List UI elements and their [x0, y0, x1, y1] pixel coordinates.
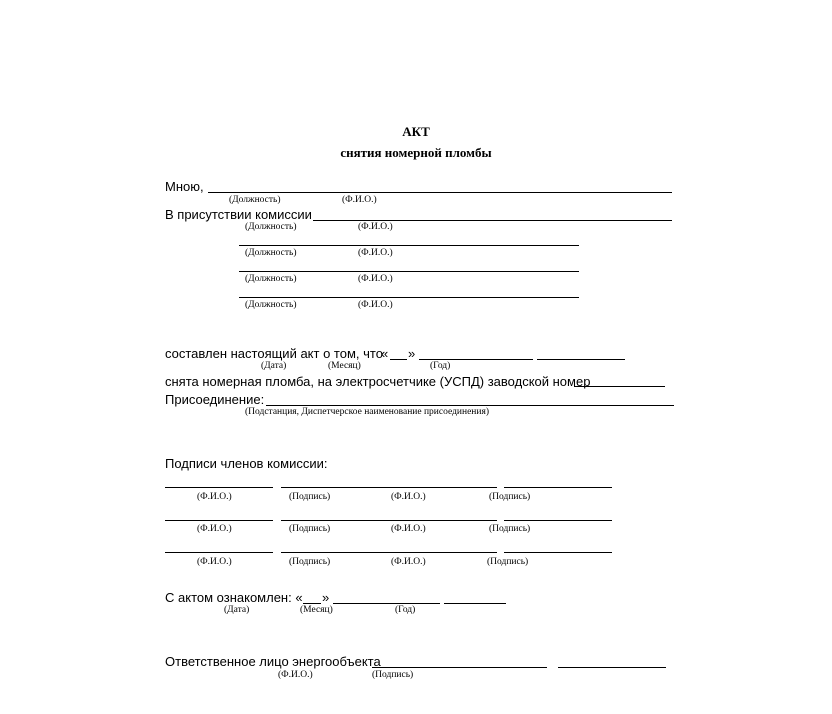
myself-label: Мною, [165, 179, 204, 194]
commission-member-line [239, 271, 579, 272]
caption-fio: (Ф.И.О.) [278, 670, 313, 680]
caption-month: (Месяц) [300, 605, 333, 615]
date-close-quote: » [322, 590, 330, 605]
caption-year: (Год) [430, 361, 451, 371]
caption-signature: (Подпись) [289, 557, 331, 567]
caption-position: (Должность) [245, 248, 297, 258]
caption-month: (Месяц) [328, 361, 361, 371]
day-line [303, 603, 321, 604]
day-line [390, 359, 407, 360]
commission-signatures-label: Подписи членов комиссии: [165, 456, 328, 471]
signature-line [504, 487, 612, 488]
caption-date: (Дата) [224, 605, 250, 615]
caption-position: (Должность) [245, 274, 297, 284]
caption-position: (Должность) [229, 195, 281, 205]
caption-signature: (Подпись) [372, 670, 414, 680]
caption-fio: (Ф.И.О.) [197, 557, 232, 567]
caption-position: (Должность) [245, 222, 297, 232]
caption-signature: (Подпись) [489, 524, 531, 534]
caption-connection: (Подстанция, Диспетчерское наименование присоединения) [245, 407, 489, 417]
caption-fio: (Ф.И.О.) [358, 274, 393, 284]
caption-position: (Должность) [245, 300, 297, 310]
caption-fio: (Ф.И.О.) [391, 492, 426, 502]
caption-signature: (Подпись) [289, 492, 331, 502]
caption-fio: (Ф.И.О.) [342, 195, 377, 205]
responsible-fio-line [372, 667, 547, 668]
presence-label: В присутствии комиссии [165, 207, 312, 222]
commission-member-line [239, 245, 579, 246]
signature-line [504, 520, 612, 521]
document-title: АКТ [402, 124, 430, 139]
caption-fio: (Ф.И.О.) [358, 300, 393, 310]
date-close-quote: » [408, 346, 416, 361]
seal-text: снята номерная пломба, на электросчетчике (УСПД) заводской номер [165, 374, 591, 389]
document-subtitle: снятия номерной пломбы [340, 145, 492, 160]
caption-fio: (Ф.И.О.) [391, 524, 426, 534]
caption-date: (Дата) [261, 361, 287, 371]
acquainted-label: С актом ознакомлен: « [165, 590, 303, 605]
signature-line [281, 520, 497, 521]
caption-fio: (Ф.И.О.) [358, 248, 393, 258]
commission-member-line [239, 297, 579, 298]
caption-signature: (Подпись) [289, 524, 331, 534]
signature-fio-line [165, 487, 273, 488]
signature-line [504, 552, 612, 553]
responsible-label: Ответственное лицо энергообъекта [165, 654, 381, 669]
connection-label: Присоединение: [165, 392, 265, 407]
caption-fio: (Ф.И.О.) [197, 524, 232, 534]
signature-fio-line [165, 520, 273, 521]
year-line [537, 359, 625, 360]
caption-fio: (Ф.И.О.) [358, 222, 393, 232]
signature-line [281, 552, 497, 553]
caption-fio: (Ф.И.О.) [197, 492, 232, 502]
date-open-quote: « [381, 346, 389, 361]
serial-number-line [574, 386, 665, 387]
caption-fio: (Ф.И.О.) [391, 557, 426, 567]
month-line [333, 603, 440, 604]
connection-line [266, 405, 674, 406]
presence-line [313, 220, 672, 221]
month-line [419, 359, 533, 360]
caption-year: (Год) [395, 605, 416, 615]
myself-line [208, 192, 672, 193]
signature-line [281, 487, 497, 488]
signature-fio-line [165, 552, 273, 553]
year-line [444, 603, 506, 604]
responsible-signature-line [558, 667, 666, 668]
caption-signature: (Подпись) [487, 557, 529, 567]
caption-signature: (Подпись) [489, 492, 531, 502]
compiled-text: составлен настоящий акт о том, что [165, 346, 383, 361]
